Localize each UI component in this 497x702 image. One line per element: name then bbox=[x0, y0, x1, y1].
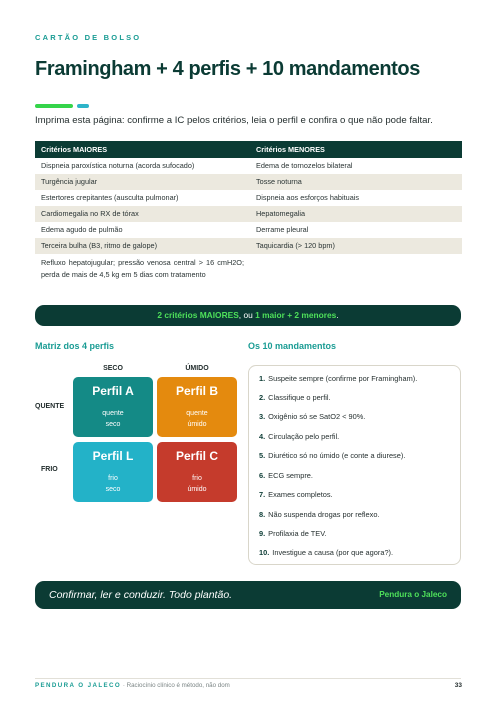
profile-line1: frio bbox=[192, 475, 202, 482]
profile-line2: seco bbox=[105, 421, 121, 428]
rule-connector: , ou bbox=[238, 310, 256, 320]
motto-banner bbox=[35, 581, 461, 609]
item-number: 7. bbox=[259, 490, 266, 499]
item-text: Investigue a causa (por que agora?). bbox=[272, 548, 394, 557]
profile-line1: frio bbox=[108, 475, 118, 482]
item-number: 2. bbox=[259, 393, 266, 402]
column-label-wet: ÚMIDO bbox=[185, 365, 209, 372]
profile-line1: quente bbox=[186, 410, 208, 417]
header-major: Critérios MAIORES bbox=[35, 141, 250, 158]
item-number: 4. bbox=[259, 432, 266, 441]
accent-bar-blue bbox=[77, 104, 89, 108]
row-label-warm: QUENTE bbox=[35, 403, 65, 410]
table-row bbox=[35, 190, 462, 206]
item-number: 5. bbox=[259, 451, 266, 460]
footer-brand: PENDURA O JALECO bbox=[35, 682, 122, 689]
list-item bbox=[259, 451, 405, 460]
page-footer bbox=[35, 682, 230, 689]
item-text: Diurético só no úmido (e conte a diurese). bbox=[268, 451, 406, 460]
minor-cell: Edema de tornozelos bilateral bbox=[256, 161, 353, 170]
profile-b-tile bbox=[157, 377, 237, 437]
table-row bbox=[35, 206, 462, 222]
item-number: 9. bbox=[259, 529, 266, 538]
list-item bbox=[259, 432, 339, 441]
footer-divider bbox=[35, 678, 461, 679]
item-number: 6. bbox=[259, 471, 266, 480]
item-text: Profilaxia de TEV. bbox=[268, 529, 327, 538]
minor-cell: Tosse noturna bbox=[250, 174, 462, 190]
header-minor: Critérios MENORES bbox=[250, 141, 462, 158]
list-item bbox=[259, 548, 393, 557]
profile-line2: seco bbox=[105, 486, 121, 493]
table-row bbox=[35, 158, 462, 174]
list-item bbox=[259, 393, 331, 402]
item-text: Suspeite sempre (confirme por Framingham). bbox=[268, 374, 418, 383]
row-label-cold: FRIO bbox=[41, 466, 58, 473]
brand-name: Pendura o Jaleco bbox=[379, 590, 447, 599]
item-number: 8. bbox=[259, 510, 266, 519]
page-number: 33 bbox=[454, 682, 462, 689]
item-text: Não suspenda drogas por reflexo. bbox=[268, 510, 380, 519]
major-cell: Cardiomegalia no RX de tórax bbox=[35, 206, 250, 222]
minor-cell: Hepatomegalia bbox=[250, 206, 462, 222]
item-text: Circulação pelo perfil. bbox=[268, 432, 340, 441]
intro-text: Imprima esta página: confirme a IC pelos critérios, leia o perfil e confira o que não pode faltar. bbox=[35, 115, 433, 126]
list-item bbox=[259, 490, 333, 499]
profile-title: Perfil C bbox=[175, 449, 218, 463]
profile-desc bbox=[157, 408, 237, 430]
criteria-table bbox=[35, 141, 462, 284]
item-number: 1. bbox=[259, 374, 266, 383]
table-row bbox=[35, 254, 462, 284]
criteria-header-row bbox=[35, 141, 462, 158]
major-cell: Refluxo hepatojugular; pressão venosa central > 16 cmH2O; perda de mais de 4,5 kg em 5 dias com tratamento bbox=[41, 258, 244, 279]
profile-line1: quente bbox=[102, 410, 124, 417]
major-cell: Turgência jugular bbox=[35, 174, 250, 190]
profile-c-tile bbox=[157, 442, 237, 502]
profile-title: Perfil A bbox=[92, 384, 134, 398]
minor-cell bbox=[250, 254, 462, 284]
major-cell: Edema agudo de pulmão bbox=[41, 225, 123, 234]
accent-bar-green bbox=[35, 104, 73, 108]
minor-cell: Dispneia aos esforços habituais bbox=[256, 193, 360, 202]
profile-line2: úmido bbox=[187, 486, 207, 493]
minor-cell: Derrame pleural bbox=[256, 225, 309, 234]
commandments-box bbox=[248, 365, 461, 565]
item-number: 10. bbox=[259, 548, 270, 557]
minor-cell: Taquicardia (> 120 bpm) bbox=[250, 238, 462, 254]
column-label-dry: SECO bbox=[103, 365, 123, 372]
profile-l-tile bbox=[73, 442, 153, 502]
profile-desc bbox=[73, 473, 153, 495]
profile-line2: úmido bbox=[187, 421, 207, 428]
page-title: Framingham + 4 perfis + 10 mandamentos bbox=[35, 58, 420, 80]
table-row bbox=[35, 222, 462, 238]
list-item bbox=[259, 471, 313, 480]
kicker-label: CARTÃO DE BOLSO bbox=[35, 33, 142, 42]
list-item bbox=[259, 510, 380, 519]
profile-title: Perfil L bbox=[92, 449, 134, 463]
major-cell: Estertores crepitantes (ausculta pulmonar) bbox=[41, 193, 179, 202]
list-item bbox=[259, 529, 327, 538]
item-text: Classifique o perfil. bbox=[268, 393, 331, 402]
item-text: Oxigênio só se SatO2 < 90%. bbox=[268, 412, 366, 421]
matrix-heading: Matriz dos 4 perfis bbox=[35, 341, 115, 351]
list-item bbox=[259, 412, 365, 421]
profile-desc bbox=[157, 473, 237, 495]
diagnostic-rule-banner bbox=[35, 305, 461, 326]
footer-tagline: · Raciocínio clínico é método, não dom bbox=[121, 682, 230, 689]
list-item bbox=[259, 374, 417, 383]
rule-end: . bbox=[336, 310, 339, 320]
item-text: Exames completos. bbox=[268, 490, 333, 499]
profile-desc bbox=[73, 408, 153, 430]
profile-a-tile bbox=[73, 377, 153, 437]
profile-title: Perfil B bbox=[175, 384, 218, 398]
motto-quote: Confirmar, ler e conduzir. Todo plantão. bbox=[49, 589, 233, 601]
item-text: ECG sempre. bbox=[268, 471, 313, 480]
rule-minor: 1 maior + 2 menores bbox=[255, 310, 337, 320]
item-number: 3. bbox=[259, 412, 266, 421]
commandments-heading: Os 10 mandamentos bbox=[248, 341, 337, 351]
major-cell: Terceira bulha (B3, ritmo de galope) bbox=[35, 238, 250, 254]
table-row bbox=[35, 238, 462, 254]
table-row bbox=[35, 174, 462, 190]
major-cell: Dispneia paroxística noturna (acorda sufocado) bbox=[41, 161, 195, 170]
rule-major: 2 critérios MAIORES bbox=[157, 310, 239, 320]
